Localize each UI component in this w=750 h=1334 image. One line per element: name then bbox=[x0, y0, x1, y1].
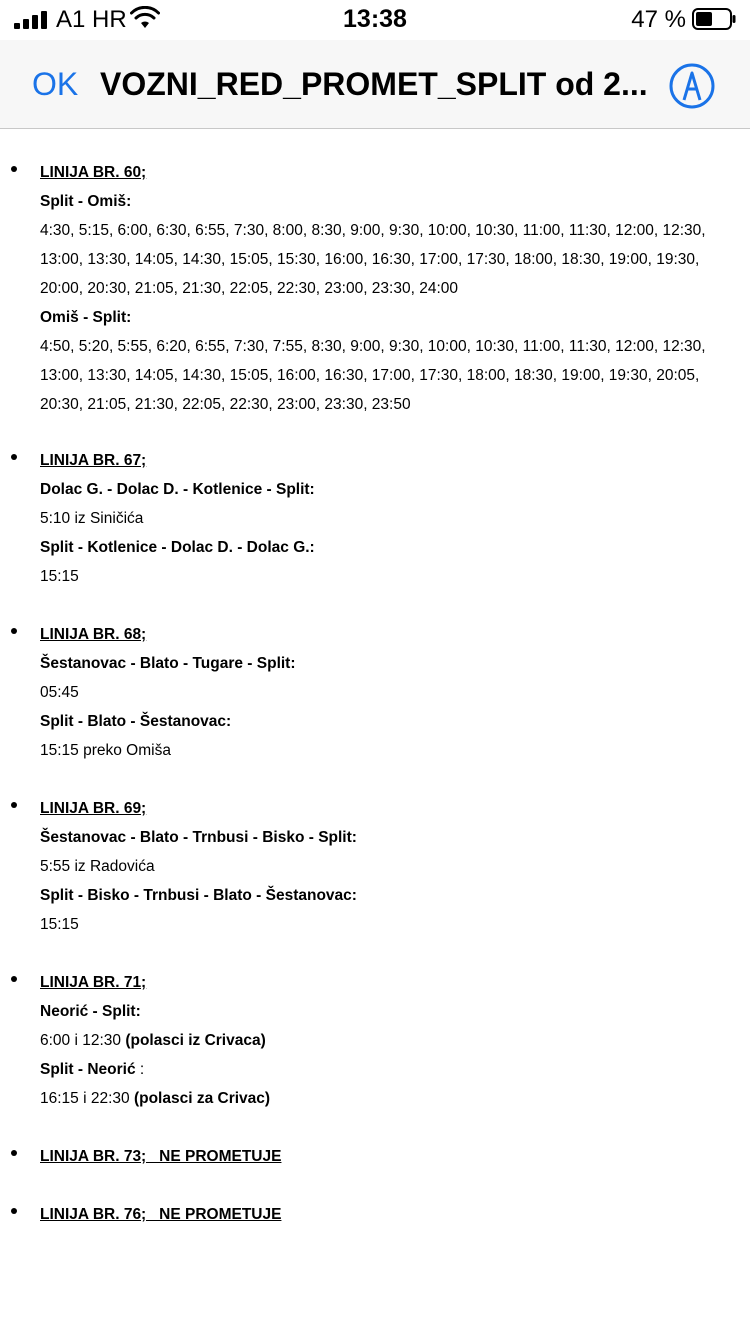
bullet-icon bbox=[11, 976, 17, 982]
route-label: Šestanovac - Blato - Trnbusi - Bisko - Split: bbox=[40, 829, 357, 846]
line-71-section bbox=[0, 968, 730, 1113]
battery-percent: 47 % bbox=[631, 6, 686, 33]
line-heading: LINIJA BR. 71; bbox=[40, 974, 147, 991]
bullet-icon bbox=[11, 802, 17, 808]
line-60-section bbox=[0, 158, 730, 419]
route-label: Split - Omiš: bbox=[40, 193, 132, 210]
bullet-icon bbox=[11, 454, 17, 460]
navigation-bar bbox=[0, 40, 750, 129]
line-heading: LINIJA BR. 73; NE PROMETUJE bbox=[40, 1148, 282, 1165]
departure-times: 4:50, 5:20, 5:55, 6:20, 6:55, 7:30, 7:55, 8:30, 9:00, 9:30, 10:00, 10:30, 11:00, 11:30, 12:00, 12:30, 13:00, 13:30, 14:05, 14:30, 15:05, 16:00, 16:30, 17:00, 17:30, 18:00, 18:30, 19:00, 19:30, 20:05, 20:30, 21:05, 21:30, 22:05, 22:30, 23:00, 23:30, 23:50 bbox=[40, 338, 706, 413]
line-heading: LINIJA BR. 68; bbox=[40, 626, 147, 643]
bullet-icon bbox=[11, 1150, 17, 1156]
route-label: Dolac G. - Dolac D. - Kotlenice - Split: bbox=[40, 481, 315, 498]
line-heading: LINIJA BR. 76; NE PROMETUJE bbox=[40, 1206, 282, 1223]
departure-times: 05:45 bbox=[40, 684, 79, 701]
carrier-name: A1 HR bbox=[56, 6, 127, 33]
departure-note: (polasci za Crivac) bbox=[133, 1090, 271, 1107]
route-label: Split - Neorić bbox=[40, 1061, 136, 1078]
departure-times: 6:00 i 12:30 bbox=[40, 1032, 122, 1049]
route-label: Split - Kotlenice - Dolac D. - Dolac G.: bbox=[40, 539, 315, 556]
document-title: VOZNI_RED_PROMET_SPLIT od 2... bbox=[100, 66, 648, 102]
line-heading: LINIJA BR. 67; bbox=[40, 452, 147, 469]
route-label: Omiš - Split: bbox=[40, 309, 132, 326]
departure-times: 4:30, 5:15, 6:00, 6:30, 6:55, 7:30, 8:00, 8:30, 9:00, 9:30, 10:00, 10:30, 11:00, 11:30, 12:00, 12:30, 13:00, 13:30, 14:05, 14:30, 15:05, 15:30, 16:00, 16:30, 17:00, 17:30, 18:00, 18:30, 19:00, 19:30, 20:00, 20:30, 21:05, 21:30, 22:05, 22:30, 23:00, 23:30, 24:00 bbox=[40, 222, 706, 297]
route-label-row bbox=[40, 1055, 730, 1084]
departure-note: (polasci iz Crivaca) bbox=[125, 1032, 266, 1049]
bullet-icon bbox=[11, 628, 17, 634]
line-68-section bbox=[0, 620, 730, 765]
route-label: Split - Bisko - Trnbusi - Blato - Šestanovac: bbox=[40, 887, 357, 904]
departure-times: 16:15 i 22:30 bbox=[40, 1090, 130, 1107]
bullet-icon bbox=[11, 1208, 17, 1214]
departure-times: 15:15 preko Omiša bbox=[40, 742, 171, 759]
line-heading: LINIJA BR. 60; bbox=[40, 164, 147, 181]
status-time: 13:38 bbox=[343, 5, 407, 33]
departure-times: 5:55 iz Radovića bbox=[40, 858, 155, 875]
battery-icon bbox=[692, 8, 736, 30]
line-76-section bbox=[0, 1200, 281, 1229]
route-label: Neorić - Split: bbox=[40, 1003, 141, 1020]
departure-times: 15:15 bbox=[40, 916, 79, 933]
line-67-section bbox=[0, 446, 730, 591]
line-heading: LINIJA BR. 69; bbox=[40, 800, 147, 817]
route-label: Split - Blato - Šestanovac: bbox=[40, 713, 232, 730]
departure-times-row bbox=[40, 1084, 730, 1113]
bullet-icon bbox=[11, 166, 17, 172]
ok-button[interactable]: OK bbox=[32, 66, 79, 102]
departure-times: 5:10 iz Siničića bbox=[40, 510, 144, 527]
departure-times-row bbox=[40, 1026, 730, 1055]
route-label-suffix: : bbox=[135, 1061, 145, 1078]
line-69-section bbox=[0, 794, 730, 939]
departure-times: 15:15 bbox=[40, 568, 79, 585]
line-73-section bbox=[0, 1142, 281, 1171]
route-label: Šestanovac - Blato - Tugare - Split: bbox=[40, 655, 296, 672]
markup-icon[interactable] bbox=[668, 62, 716, 110]
status-bar bbox=[0, 0, 750, 40]
